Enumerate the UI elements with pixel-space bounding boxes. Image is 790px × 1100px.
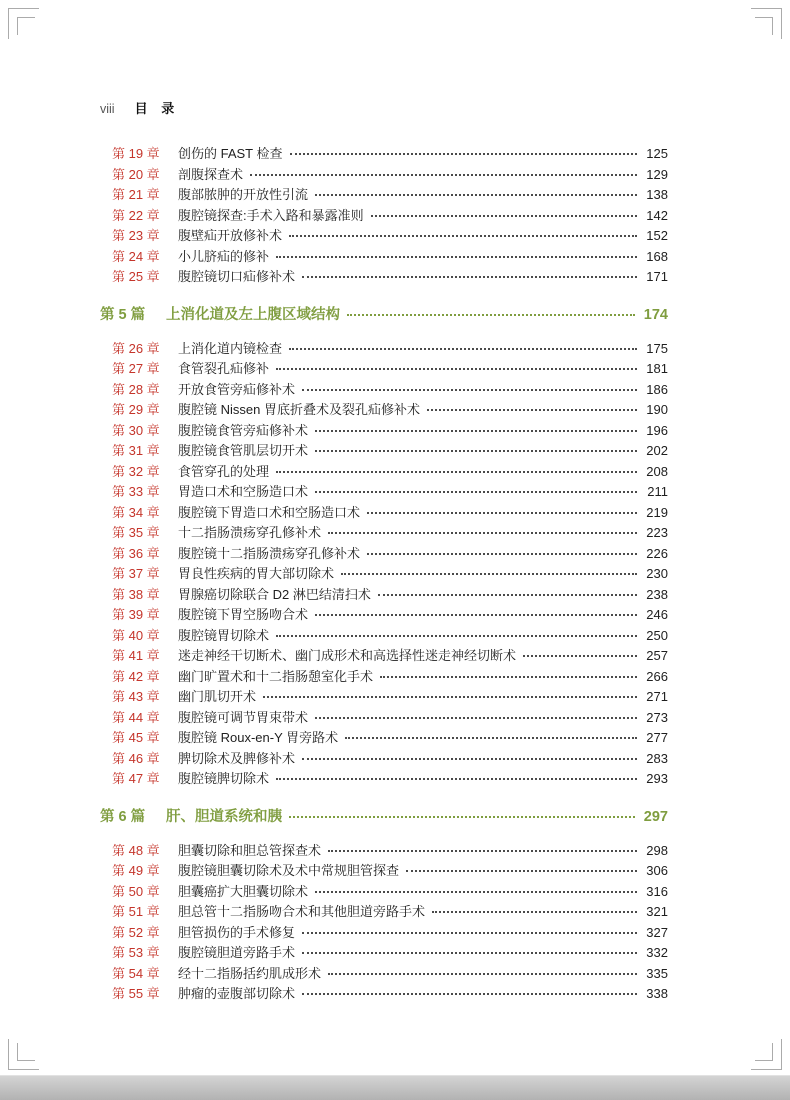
chapter-label: 第 40 章 — [112, 627, 160, 643]
dot-leader — [347, 314, 635, 316]
dot-leader — [371, 215, 637, 217]
chapter-title: 创伤的 FAST 检查 — [178, 146, 283, 161]
dot-leader — [523, 655, 637, 657]
chapter-label: 第 20 章 — [112, 166, 160, 182]
crop-mark-bottom-left-inner — [17, 1043, 35, 1061]
chapter-page-number: 246 — [646, 607, 668, 622]
toc-chapter-row — [100, 625, 668, 646]
part-label: 第 6 篇 — [100, 808, 146, 825]
chapter-page-number: 283 — [646, 750, 668, 766]
toc-chapter-row — [100, 666, 668, 687]
chapter-page-number: 250 — [646, 627, 668, 643]
chapter-title: 胃良性疾病的胃大部切除术 — [178, 566, 335, 581]
chapter-label: 第 54 章 — [112, 965, 160, 981]
dot-leader — [250, 174, 637, 176]
chapter-title: 胆总管十二指肠吻合术和其他胆道旁路手术 — [178, 904, 426, 919]
chapter-page-number: 338 — [646, 986, 668, 1001]
chapter-page-number: 273 — [646, 709, 668, 725]
chapter-title: 胆囊切除和胆总管探查术 — [178, 842, 322, 858]
chapter-page-number: 219 — [646, 504, 668, 520]
header-title: 目 录 — [134, 101, 180, 116]
chapter-title: 腹壁疝开放修补术 — [178, 228, 283, 243]
chapter-title: 胃造口术和空肠造口术 — [178, 484, 309, 499]
chapter-page-number: 196 — [646, 422, 668, 438]
chapter-title: 腹腔镜可调节胃束带术 — [178, 709, 309, 725]
part-page-number: 174 — [643, 306, 668, 323]
page-header — [100, 98, 668, 117]
toc-chapter-row — [100, 266, 668, 287]
dot-leader — [289, 348, 637, 350]
chapter-page-number: 226 — [646, 545, 668, 561]
chapter-label: 第 39 章 — [112, 607, 160, 622]
dot-leader — [276, 635, 637, 637]
chapter-page-number: 186 — [646, 381, 668, 397]
chapter-page-number: 327 — [646, 924, 668, 940]
chapter-label: 第 47 章 — [112, 771, 160, 786]
chapter-label: 第 33 章 — [112, 484, 160, 499]
chapter-label: 第 38 章 — [112, 586, 160, 602]
toc-chapter-row — [100, 604, 668, 625]
dot-leader — [276, 471, 637, 473]
chapter-label: 第 55 章 — [112, 986, 160, 1001]
chapter-page-number: 332 — [646, 945, 668, 960]
toc-chapter-row — [100, 522, 668, 543]
dot-leader — [276, 778, 637, 780]
toc-chapter-row — [100, 727, 668, 748]
chapter-title: 迷走神经干切断术、幽门成形术和高选择性迷走神经切断术 — [178, 648, 517, 663]
chapter-page-number: 266 — [646, 668, 668, 684]
chapter-title: 脾切除术及脾修补术 — [178, 750, 296, 766]
dot-leader — [302, 932, 637, 934]
dot-leader — [315, 194, 637, 196]
dot-leader — [345, 737, 637, 739]
chapter-page-number: 257 — [646, 648, 668, 663]
chapter-label: 第 23 章 — [112, 228, 160, 243]
chapter-page-number: 142 — [646, 207, 668, 223]
dot-leader — [406, 870, 637, 872]
chapter-page-number: 230 — [646, 566, 668, 581]
part-title: 肝、胆道系统和胰 — [166, 808, 282, 825]
chapter-label: 第 35 章 — [112, 525, 160, 540]
part-label: 第 5 篇 — [100, 306, 146, 323]
chapter-page-number: 277 — [646, 730, 668, 745]
page-content — [100, 98, 668, 1004]
part-page-number: 297 — [643, 808, 668, 825]
chapter-title: 胆囊癌扩大胆囊切除术 — [178, 883, 309, 899]
crop-mark-top-left-inner — [17, 17, 35, 35]
dot-leader — [432, 911, 637, 913]
chapter-label: 第 34 章 — [112, 504, 160, 520]
chapter-title: 腹腔镜下胃造口术和空肠造口术 — [178, 504, 361, 520]
dot-leader — [315, 891, 637, 893]
toc-chapter-row — [100, 164, 668, 185]
chapter-page-number: 316 — [646, 883, 668, 899]
dot-leader — [380, 676, 637, 678]
dot-leader — [315, 614, 637, 616]
chapter-page-number: 152 — [646, 228, 668, 243]
chapter-page-number: 138 — [646, 187, 668, 202]
chapter-label: 第 51 章 — [112, 904, 160, 919]
toc-chapter-row — [100, 399, 668, 420]
chapter-title: 小儿脐疝的修补 — [178, 248, 270, 264]
toc-chapter-row — [100, 942, 668, 963]
toc-chapter-row — [100, 420, 668, 441]
chapter-page-number: 168 — [646, 248, 668, 264]
dot-leader — [302, 952, 637, 954]
chapter-label: 第 46 章 — [112, 750, 160, 766]
chapter-title: 腹腔镜胆囊切除术及术中常规胆管探查 — [178, 863, 400, 878]
chapter-title: 腹腔镜 Roux-en-Y 胃旁路术 — [178, 730, 339, 745]
chapter-page-number: 190 — [646, 402, 668, 417]
toc-chapter-row — [100, 563, 668, 584]
chapter-title: 腹腔镜胆道旁路手术 — [178, 945, 296, 960]
chapter-title: 腹腔镜切口疝修补术 — [178, 269, 296, 284]
dot-leader — [276, 256, 637, 258]
chapter-title: 幽门肌切开术 — [178, 689, 257, 704]
chapter-label: 第 44 章 — [112, 709, 160, 725]
toc-chapter-row — [100, 963, 668, 984]
dot-leader — [302, 276, 637, 278]
toc-chapter-row — [100, 901, 668, 922]
toc-chapter-row — [100, 922, 668, 943]
toc-chapter-row — [100, 645, 668, 666]
chapter-title: 开放食管旁疝修补术 — [178, 381, 296, 397]
chapter-title: 食管裂孔疝修补 — [178, 361, 270, 376]
chapter-page-number: 202 — [646, 443, 668, 458]
toc-chapter-row — [100, 502, 668, 523]
chapter-label: 第 21 章 — [112, 187, 160, 202]
dot-leader — [302, 993, 637, 995]
chapter-title: 腹腔镜食管肌层切开术 — [178, 443, 309, 458]
toc-chapter-row — [100, 358, 668, 379]
toc-chapter-row — [100, 225, 668, 246]
chapter-page-number: 171 — [646, 269, 668, 284]
dot-leader — [276, 368, 637, 370]
dot-leader — [378, 594, 637, 596]
toc-chapter-row — [100, 184, 668, 205]
dot-leader — [328, 973, 637, 975]
toc-part-row — [100, 805, 668, 827]
chapter-label: 第 43 章 — [112, 689, 160, 704]
chapter-page-number: 211 — [647, 484, 668, 499]
chapter-page-number: 293 — [646, 771, 668, 786]
chapter-page-number: 181 — [646, 361, 668, 376]
chapter-page-number: 238 — [646, 586, 668, 602]
folio-page-number: viii — [100, 102, 115, 116]
toc-chapter-row — [100, 686, 668, 707]
dot-leader — [289, 235, 637, 237]
toc-chapter-row — [100, 860, 668, 881]
toc-part-row — [100, 303, 668, 325]
dot-leader — [289, 816, 635, 818]
chapter-label: 第 22 章 — [112, 207, 160, 223]
chapter-title: 腹腔镜十二指肠溃疡穿孔修补术 — [178, 545, 361, 561]
chapter-page-number: 175 — [646, 340, 668, 356]
toc-chapter-row — [100, 461, 668, 482]
toc-chapter-row — [100, 881, 668, 902]
toc-chapter-row — [100, 983, 668, 1004]
dot-leader — [315, 430, 637, 432]
chapter-label: 第 27 章 — [112, 361, 160, 376]
chapter-label: 第 30 章 — [112, 422, 160, 438]
chapter-title: 幽门旷置术和十二指肠憩室化手术 — [178, 668, 374, 684]
toc-chapter-row — [100, 440, 668, 461]
chapter-page-number: 335 — [646, 965, 668, 981]
crop-mark-bottom-right-inner — [755, 1043, 773, 1061]
chapter-label: 第 45 章 — [112, 730, 160, 745]
toc-chapter-row — [100, 840, 668, 861]
dot-leader — [367, 553, 637, 555]
dot-leader — [315, 717, 637, 719]
toc-chapter-row — [100, 748, 668, 769]
dot-leader — [328, 532, 637, 534]
dot-leader — [341, 573, 637, 575]
chapter-label: 第 25 章 — [112, 269, 160, 284]
chapter-title: 腹部脓肿的开放性引流 — [178, 187, 309, 202]
chapter-title: 食管穿孔的处理 — [178, 463, 270, 479]
chapter-label: 第 36 章 — [112, 545, 160, 561]
page-bottom-edge — [0, 1075, 790, 1100]
chapter-title: 剖腹探查术 — [178, 166, 244, 182]
chapter-label: 第 28 章 — [112, 381, 160, 397]
chapter-title: 胃腺癌切除联合 D2 淋巴结清扫术 — [178, 586, 371, 602]
chapter-page-number: 223 — [646, 525, 668, 540]
dot-leader — [302, 758, 637, 760]
chapter-page-number: 306 — [646, 863, 668, 878]
chapter-label: 第 53 章 — [112, 945, 160, 960]
toc-chapter-row — [100, 707, 668, 728]
dot-leader — [263, 696, 637, 698]
dot-leader — [315, 491, 637, 493]
chapter-label: 第 48 章 — [112, 842, 160, 858]
chapter-page-number: 129 — [646, 166, 668, 182]
toc-chapter-row — [100, 584, 668, 605]
chapter-label: 第 52 章 — [112, 924, 160, 940]
toc-list — [100, 143, 668, 1004]
chapter-page-number: 321 — [646, 904, 668, 919]
chapter-title: 腹腔镜食管旁疝修补术 — [178, 422, 309, 438]
chapter-label: 第 37 章 — [112, 566, 160, 581]
dot-leader — [328, 850, 637, 852]
chapter-title: 腹腔镜 Nissen 胃底折叠术及裂孔疝修补术 — [178, 402, 420, 417]
toc-chapter-row — [100, 481, 668, 502]
chapter-label: 第 29 章 — [112, 402, 160, 417]
chapter-label: 第 41 章 — [112, 648, 160, 663]
chapter-page-number: 298 — [646, 842, 668, 858]
chapter-label: 第 24 章 — [112, 248, 160, 264]
dot-leader — [302, 389, 637, 391]
chapter-label: 第 50 章 — [112, 883, 160, 899]
chapter-label: 第 26 章 — [112, 340, 160, 356]
chapter-title: 胆管损伤的手术修复 — [178, 924, 296, 940]
toc-chapter-row — [100, 379, 668, 400]
dot-leader — [315, 450, 637, 452]
chapter-title: 腹腔镜探查:手术入路和暴露准则 — [178, 207, 364, 223]
chapter-page-number: 125 — [646, 146, 668, 161]
chapter-title: 腹腔镜下胃空肠吻合术 — [178, 607, 309, 622]
crop-mark-top-right-inner — [755, 17, 773, 35]
dot-leader — [290, 153, 638, 155]
chapter-title: 十二指肠溃疡穿孔修补术 — [178, 525, 322, 540]
dot-leader — [427, 409, 637, 411]
chapter-title: 经十二指肠括约肌成形术 — [178, 965, 322, 981]
chapter-title: 肿瘤的壶腹部切除术 — [178, 986, 296, 1001]
chapter-title: 上消化道内镜检查 — [178, 340, 283, 356]
toc-chapter-row — [100, 246, 668, 267]
toc-chapter-row — [100, 205, 668, 226]
chapter-label: 第 42 章 — [112, 668, 160, 684]
toc-chapter-row — [100, 143, 668, 164]
chapter-page-number: 271 — [646, 689, 668, 704]
chapter-label: 第 32 章 — [112, 463, 160, 479]
chapter-label: 第 19 章 — [112, 146, 160, 161]
part-title: 上消化道及左上腹区域结构 — [166, 306, 340, 323]
toc-chapter-row — [100, 338, 668, 359]
chapter-label: 第 31 章 — [112, 443, 160, 458]
chapter-title: 腹腔镜脾切除术 — [178, 771, 270, 786]
dot-leader — [367, 512, 637, 514]
chapter-page-number: 208 — [646, 463, 668, 479]
chapter-label: 第 49 章 — [112, 863, 160, 878]
chapter-title: 腹腔镜胃切除术 — [178, 627, 270, 643]
toc-chapter-row — [100, 543, 668, 564]
toc-chapter-row — [100, 768, 668, 789]
